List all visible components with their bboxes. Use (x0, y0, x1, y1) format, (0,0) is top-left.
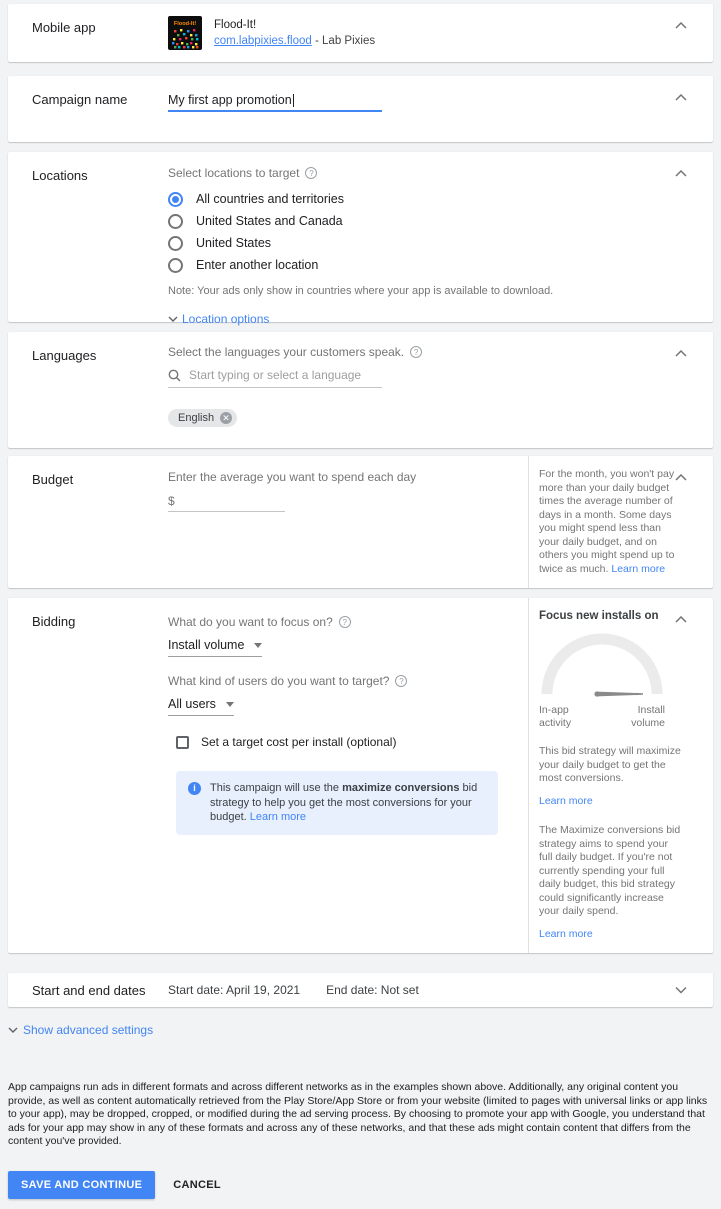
target-users-dropdown[interactable]: All users (168, 697, 234, 716)
campaign-name-input[interactable]: My first app promotion (168, 93, 382, 112)
dropdown-arrow-icon (226, 702, 234, 707)
checkbox-icon[interactable] (176, 736, 189, 749)
chevron-up-icon (675, 474, 687, 481)
budget-help-text: For the month, you won't pay more than your daily budget times the average number of days in a month. Some days you might spend less than your daily budget, and on others you might spend up to twice as much. (539, 468, 675, 575)
app-developer: - Lab Pixies (315, 35, 376, 47)
radio-option-all-countries[interactable]: All countries and territories (168, 191, 697, 207)
help-icon[interactable]: ? (305, 167, 317, 179)
section-label-campaign-name: Campaign name (32, 92, 128, 107)
bidding-card (8, 598, 713, 953)
language-chip-english[interactable]: English ✕ (168, 409, 237, 427)
radio-icon[interactable] (168, 214, 183, 229)
dropdown-arrow-icon (254, 643, 262, 648)
remove-language-icon[interactable]: ✕ (220, 412, 232, 424)
radio-icon[interactable] (168, 236, 183, 251)
mobile-app-card (8, 4, 713, 62)
bid-focus-gauge (539, 632, 665, 730)
chevron-up-icon (675, 616, 687, 623)
text-caret (293, 94, 294, 107)
section-label-languages: Languages (32, 348, 97, 363)
collapse-languages-button[interactable] (673, 348, 689, 359)
end-date-value: End date: Not set (326, 983, 419, 997)
bidding-focus-panel (528, 598, 713, 953)
chevron-down-icon (8, 1027, 18, 1033)
bid-strategy-para-1: This bid strategy will maximize your daily budget to get the most conversions. (539, 745, 681, 784)
cancel-button[interactable]: CANCEL (173, 1178, 221, 1191)
budget-question: Enter the average you want to spend each day (168, 470, 417, 484)
bidding-target-question: What kind of users do you want to target? (168, 674, 390, 688)
bid-strategy-info-banner: i This campaign will use the maximize conversions bid strategy to help you get the most conversions for your budget. Learn more (176, 771, 498, 835)
show-advanced-settings-link[interactable]: Show advanced settings (8, 1023, 721, 1037)
panel-learn-more-link-2[interactable]: Learn more (539, 927, 593, 940)
radio-icon[interactable] (168, 258, 183, 273)
collapse-campaign-name-button[interactable] (673, 92, 689, 103)
target-cpi-checkbox-row[interactable]: Set a target cost per install (optional) (176, 735, 512, 749)
collapse-mobile-app-button[interactable] (673, 20, 689, 31)
chevron-down-icon (675, 987, 687, 994)
section-label-bidding: Bidding (32, 614, 76, 629)
start-date-value: Start date: April 19, 2021 (168, 983, 301, 997)
locations-card (8, 152, 713, 326)
svg-text:Flood-It!: Flood-It! (173, 21, 197, 27)
campaign-disclaimer-text: App campaigns run ads in different formats and across different networks as in the examples shown above. Additionally, any original content you provide, as well as content automatically retrieved from the Play Store/App Store or from your website (limited to pages with universal links or app links to your app), may be dropped, cropped, or modified during the ad serving process. By choosing to promote your app with Google, you understand that ads for your app may show in any of these formats and across any of these networks, and that these ads might contain content that differs from the content you've provided. (8, 1081, 708, 1147)
section-label-locations: Locations (32, 168, 88, 183)
chevron-up-icon (675, 170, 687, 177)
languages-question: Select the languages your customers speak. (168, 345, 405, 359)
gauge-right-label: Install volume (631, 704, 665, 729)
chevron-up-icon (675, 22, 687, 29)
expand-dates-button[interactable] (673, 985, 689, 996)
chevron-down-icon (168, 316, 178, 322)
locations-radio-group (168, 191, 697, 273)
bidding-info-learn-more-link[interactable]: Learn more (249, 811, 307, 823)
panel-title: Focus new installs on (539, 610, 659, 622)
locations-note: Note: Your ads only show in countries where your app is available to download. (168, 285, 554, 297)
section-label-mobile-app: Mobile app (32, 20, 96, 35)
bid-strategy-para-2: The Maximize conversions bid strategy aims to spend your full daily budget. If you're not currently spending your full daily budget, this bid strategy could significantly increase your daily spend. (539, 824, 681, 917)
collapse-locations-button[interactable] (673, 168, 689, 179)
radio-option-us[interactable]: United States (168, 235, 697, 251)
section-label-dates: Start and end dates (32, 982, 146, 998)
help-icon[interactable]: ? (410, 346, 422, 358)
search-icon (168, 369, 181, 382)
gauge-needle (597, 691, 643, 696)
help-icon[interactable]: ? (339, 616, 351, 628)
app-package-link[interactable]: com.labpixies.flood (214, 35, 312, 47)
language-search-input[interactable] (189, 368, 382, 382)
budget-card (8, 456, 713, 588)
app-icon (168, 16, 202, 50)
chevron-up-icon (675, 350, 687, 357)
radio-selected-icon[interactable] (168, 192, 183, 207)
radio-option-other-location[interactable]: Enter another location (168, 257, 697, 273)
section-label-budget: Budget (32, 472, 74, 487)
radio-option-us-canada[interactable]: United States and Canada (168, 213, 697, 229)
campaign-name-card (8, 76, 713, 142)
gauge-left-label: In-app activity (539, 704, 572, 729)
chevron-up-icon (675, 94, 687, 101)
info-icon: i (188, 782, 201, 795)
bidding-focus-question: What do you want to focus on? (168, 615, 333, 629)
location-options-link[interactable]: Location options (168, 312, 697, 326)
languages-card (8, 332, 713, 448)
collapse-bidding-button[interactable] (673, 614, 689, 625)
app-name: Flood-It! (214, 19, 257, 31)
daily-budget-input[interactable]: $ (168, 494, 285, 512)
help-icon[interactable]: ? (395, 675, 407, 687)
panel-learn-more-link-1[interactable]: Learn more (539, 794, 593, 807)
dates-card[interactable] (8, 973, 713, 1007)
save-and-continue-button[interactable]: SAVE AND CONTINUE (8, 1171, 155, 1199)
collapse-budget-button[interactable] (673, 472, 689, 483)
focus-dropdown[interactable]: Install volume (168, 638, 262, 657)
locations-question: Select locations to target (168, 166, 300, 180)
budget-learn-more-link[interactable]: Learn more (611, 562, 666, 575)
